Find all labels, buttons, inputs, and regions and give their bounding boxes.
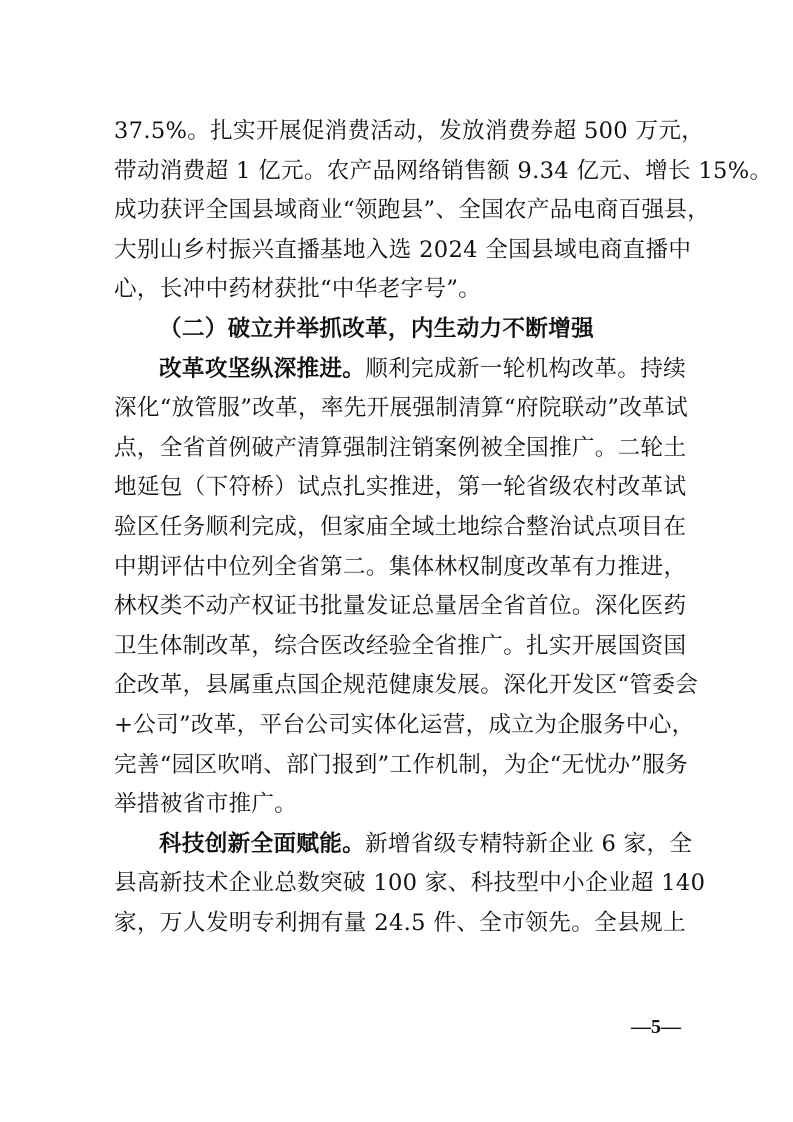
paragraph2-line-1 [114, 350, 686, 390]
paragraph2-line-4: 地延包（下符桥）试点扎实推进，第一轮省级农村改革试 [114, 474, 687, 501]
paragraph2-line-10: +公司”改革，平台公司实体化运营，成立为企服务中心， [114, 711, 695, 738]
paragraph1-line-5: 心，长冲中药材获批“中华老字号”。 [114, 276, 482, 303]
paragraph2-line-6: 中期评估中位列全省第二。集体林权制度改革有力推进， [114, 553, 687, 580]
section-heading: （二）破立并举抓改革，内生动力不断增强 [159, 315, 594, 342]
body-text [114, 112, 773, 943]
paragraph2-line-2: 深化“放管服”改革，率先开展强制清算“府院联动”改革试 [114, 395, 688, 422]
paragraph1-line-4: 大别山乡村振兴直播基地入选 2024 全国县域电商直播中 [114, 236, 692, 263]
paragraph2-line-8: 卫生体制改革，综合医改经验全省推广。扎实开展国资国 [114, 632, 687, 659]
paragraph2-lead: 改革攻坚纵深推进。 [159, 355, 366, 382]
paragraph2-line-7: 林权类不动产权证书批量发证总量居全省首位。深化医药 [114, 593, 687, 620]
paragraph3-lead: 科技创新全面赋能。 [159, 830, 366, 857]
paragraph3-line-1 [114, 825, 693, 865]
paragraph2-line-9: 企改革，县属重点国企规范健康发展。深化开发区“管委会 [114, 672, 699, 699]
paragraph1-line-2: 带动消费超 1 亿元。农产品网络销售额 9.34 亿元、增长 15%。 [114, 157, 773, 184]
paragraph1-line-1: 37.5%。扎实开展促消费活动，发放消费券超 500 万元， [114, 118, 705, 144]
paragraph2-first-rest: 顺利完成新一轮机构改革。持续 [365, 355, 687, 382]
paragraph1-line-3: 成功获评全国县域商业“领跑县”、全国农产品电商百强县， [114, 197, 711, 224]
paragraph2-line-5: 验区任务顺利完成，但家庙全域土地综合整治试点项目在 [114, 513, 687, 540]
paragraph2-line-11: 完善“园区吹哨、部门报到”工作机制，为企“无忧办”服务 [114, 751, 688, 778]
page-number: —5— [631, 1016, 681, 1038]
paragraph3-first-rest: 新增省级专精特新企业 6 家，全 [365, 830, 693, 857]
paragraph2-line-3: 点，全省首例破产清算强制注销案例被全国推广。二轮土 [114, 434, 687, 461]
paragraph3-line-3: 家，万人发明专利拥有量 24.5 件、全市领先。全县规上 [114, 909, 686, 936]
paragraph3-line-2: 县高新技术企业总数突破 100 家、科技型中小企业超 140 [114, 870, 706, 897]
paragraph2-line-12: 举措被省市推广。 [114, 791, 298, 818]
